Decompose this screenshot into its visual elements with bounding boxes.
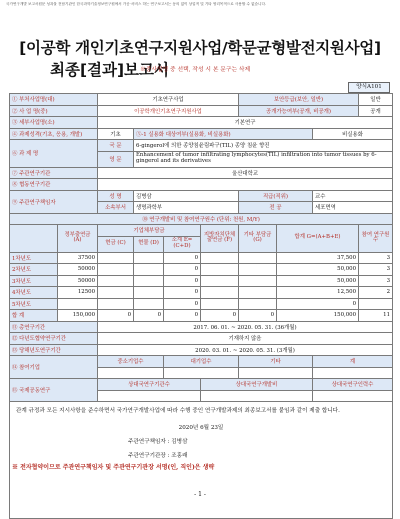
row-multiyear-period [10,333,393,345]
budget-local-header: 지방자치단체 출연금 (F) [201,225,239,253]
project-type-label: ④ 과제성격(기초, 응용, 개발) [10,128,98,140]
lead-institution-label: ⑦ 주관연구기관 [10,167,98,179]
budget-cell-cash [98,252,134,264]
sme-count-header: 중소기업수 [98,356,164,368]
org-head-name: 조홍래 [171,453,188,459]
budget-cell-local [201,287,239,299]
other-count-header: 기타 [239,356,313,368]
budget-cell-sum: 0 [164,252,201,264]
form-code-badge: 양식A101 [348,82,390,93]
budget-cell-people: 3 [359,275,393,287]
other-count-value [239,367,313,379]
org-head-signature-line [128,453,386,460]
row-ministry-program [10,94,393,106]
coop-institution-label: ⑧ 협동연구기관 [10,179,98,191]
current-period-value: 2020. 03. 01. ~ 2020. 05. 31. (3개월) [98,344,393,356]
pi-signature-label: 주관연구책임자 : [128,439,170,445]
budget-cell-year: 4차년도 [10,287,58,299]
row-sub-program [10,117,393,129]
budget-row [10,310,393,322]
row-program-name [10,105,393,117]
budget-cell-total: 12,500 [277,287,359,299]
sub-program-value: 기본연구 [98,117,393,129]
e-agreement-footnote: ※ 전자협약이므로 주관연구책임자 및 주관연구기관장 서명(인, 직인)은 생략 [12,464,215,471]
budget-cell-local [201,264,239,276]
row-lead-institution [10,167,393,179]
program-name-value: 이공학개인기초연구지원사업 [98,105,239,117]
budget-cell-sum: 0 [164,275,201,287]
budget-cell-gov [58,298,98,310]
pi-name-label: 성 명 [98,190,134,202]
report-form-table [9,93,393,519]
multiyear-period-label: ⑫ 다년도협약연구기간 [10,333,98,345]
pi-major-label: 전 공 [239,202,313,214]
large-count-value [164,367,239,379]
project-title-label: ⑥ 과 제 명 [10,140,98,168]
budget-cell-gov: 150,000 [58,310,98,322]
budget-cell-cash [98,264,134,276]
intl-inst-header: 상대국연구기관수 [98,379,201,391]
intl-staff-value [313,390,393,402]
budget-total-header: 합계 G=(A+B+E) [277,225,359,253]
sub-program-label: ③ 세부사업명(소) [10,117,98,129]
intl-budget-value [201,390,313,402]
budget-row [10,252,393,264]
project-type-value: 기초 [98,128,134,140]
security-level-value: 일반 [359,94,393,106]
intl-budget-header: 상대국연구개발비 [201,379,313,391]
row-companies-header [10,356,393,368]
pi-dept-label: 소속부서 [98,202,134,214]
budget-cell-kind [134,252,164,264]
row-coop-institution [10,179,393,191]
budget-year-header [10,225,58,253]
budget-cell-local [201,275,239,287]
budget-sum-header: 소계 E=(C+D) [164,236,201,252]
budget-cell-other [239,298,277,310]
title-note: ※중사업명 중 선택, 작성 시 본 문구는 삭제 [140,67,251,73]
submission-statement-block [10,402,393,519]
budget-rows [10,252,393,321]
budget-cell-total: 150,000 [277,310,359,322]
budget-cell-total: 50,000 [277,275,359,287]
budget-cell-gov: 50000 [58,275,98,287]
pi-name-value: 김병삼 [134,190,239,202]
row-current-period [10,344,393,356]
budget-cell-total: 50,000 [277,264,359,276]
top-notice: 국가연구개발 보고서원문 성과물 전담기관인 한국과학기술정보연구원에서 가공·서비스 하는 연구보고서는 동의 없이 상업적 및 기타 영리목적으로 사용할 수 없습니다. [6,2,267,6]
budget-cell-cash [98,287,134,299]
report-title: [이공학 개인기초연구지원사업/학문균형발전지원사업] [19,39,381,57]
budget-cell-other: 0 [239,310,277,322]
budget-cell-year: 1차년도 [10,252,58,264]
budget-cell-year: 5차년도 [10,298,58,310]
budget-cell-gov: 12500 [58,287,98,299]
pi-dept-value: 생명과학부 [134,202,239,214]
security-level-label: 보안등급(보안, 일반) [239,94,359,106]
row-budget-heading [10,213,393,225]
company-total-header: 계 [313,356,393,368]
budget-cell-sum: 0 [164,287,201,299]
company-total-value [313,367,393,379]
row-pi-name [10,190,393,202]
ministry-program-value: 기초연구사업 [98,94,239,106]
budget-cell-local: 0 [201,310,239,322]
budget-cell-year: 3차년도 [10,275,58,287]
pi-signature-name: 김병삼 [171,439,188,445]
report-subtitle: 최종[결과]보고서 [50,61,169,79]
title-en-lang: 영 문 [98,151,134,167]
budget-cell-sum: 0 [164,310,201,322]
pi-major-value: 세포면역 [313,202,393,214]
row-total-period [10,321,393,333]
disclosure-value: 공개 [359,105,393,117]
total-period-label: ⑪ 총연구기간 [10,321,98,333]
budget-row [10,287,393,299]
budget-cell-other [239,252,277,264]
budget-cell-people: 2 [359,287,393,299]
budget-cell-other [239,287,277,299]
submission-statement: 관계 규정과 모든 지시사항을 준수하면서 국가연구개발사업에 따라 수행 중인 연구개발과제의 최종보고서를 붙임과 같이 제출 합니다. [16,408,340,414]
lead-institution-value: 울산대학교 [98,167,393,179]
budget-cell-local [201,298,239,310]
budget-cell-kind [134,287,164,299]
companies-label: ⑭ 참여기업 [10,356,98,379]
current-period-label: ⑬ 당해년도연구기간 [10,344,98,356]
budget-cell-other [239,264,277,276]
budget-cell-sum: 0 [164,264,201,276]
budget-heading: ⑩ 연구개발비 및 참여연구원수 (단위: 천원, M/Y) [10,213,393,225]
budget-cell-gov: 37500 [58,252,98,264]
budget-cell-people: 3 [359,264,393,276]
budget-cell-cash: 0 [98,310,134,322]
row-project-type [10,128,393,140]
budget-kind-header: 현물 (D) [134,236,164,252]
program-name-label: ② 사 업 명(중) [10,105,98,117]
budget-gov-header: 정부출연금 (A) [58,225,98,253]
budget-cell-other [239,275,277,287]
budget-cell-kind [134,298,164,310]
budget-cell-cash [98,298,134,310]
total-period-value: 2017. 06. 01. ~ 2020. 05. 31. (36개월) [98,321,393,333]
sme-count-value [98,367,164,379]
budget-cell-kind [134,275,164,287]
budget-row [10,298,393,310]
project-title-english: Enhancement of tumor infiltrating lymphocytes(TIL) infiltration into tumor tissues by 6-gingerol and its derivatives [134,151,393,167]
intl-inst-value [98,390,201,402]
budget-cell-cash [98,275,134,287]
budget-cell-local [201,252,239,264]
budget-cell-kind: 0 [134,310,164,322]
pi-signature-line [128,439,386,446]
coop-institution-value [98,179,393,191]
budget-cell-people: 11 [359,310,393,322]
pi-position-label: 직급(직위) [239,190,313,202]
title-ko-lang: 국 문 [98,140,134,152]
ministry-program-label: ① 부처사업명(대) [10,94,98,106]
row-intl-header [10,379,393,391]
budget-row [10,275,393,287]
budget-cell-people: 3 [359,252,393,264]
budget-corp-header: 기업체부담금 [98,225,201,237]
submission-date: 2020년 6월 23일 [178,425,224,431]
budget-cash-header: 현금 (C) [98,236,134,252]
org-head-label: 주관연구기관장 : [128,453,170,459]
budget-other-header: 기타 부담금 (G) [239,225,277,253]
commercialization-label: ⑤-1 실용화 대상여부(실용화, 비실용화) [134,128,313,140]
budget-row [10,264,393,276]
pi-position-value: 교수 [313,190,393,202]
commercialization-value: 비실용화 [313,128,393,140]
large-count-header: 대기업수 [164,356,239,368]
budget-cell-people [359,298,393,310]
page-number: - 1 - [194,491,206,498]
budget-cell-year: 합 계 [10,310,58,322]
budget-cell-total: 0 [277,298,359,310]
disclosure-label: 공개가능여부(공개, 비공개) [239,105,359,117]
intl-staff-header: 상대국연구인력수 [313,379,393,391]
budget-people-header: 참여 연구원수 [359,225,393,253]
pi-label: ⑨ 주관연구책임자 [10,190,98,213]
budget-cell-gov: 50000 [58,264,98,276]
project-title-korean: 6-gingerol에 의한 종양침윤림파구(TIL) 종양 침윤 향진 [134,140,393,152]
row-statement [10,402,393,519]
multiyear-period-value: 기재하지 않음 [98,333,393,345]
budget-cell-kind [134,264,164,276]
budget-cell-total: 37,500 [277,252,359,264]
budget-cell-sum: 0 [164,298,201,310]
budget-cell-year: 2차년도 [10,264,58,276]
row-title-korean [10,140,393,152]
row-budget-header-1 [10,225,393,237]
intl-collab-label: ⑮ 국제공동연구 [10,379,98,402]
